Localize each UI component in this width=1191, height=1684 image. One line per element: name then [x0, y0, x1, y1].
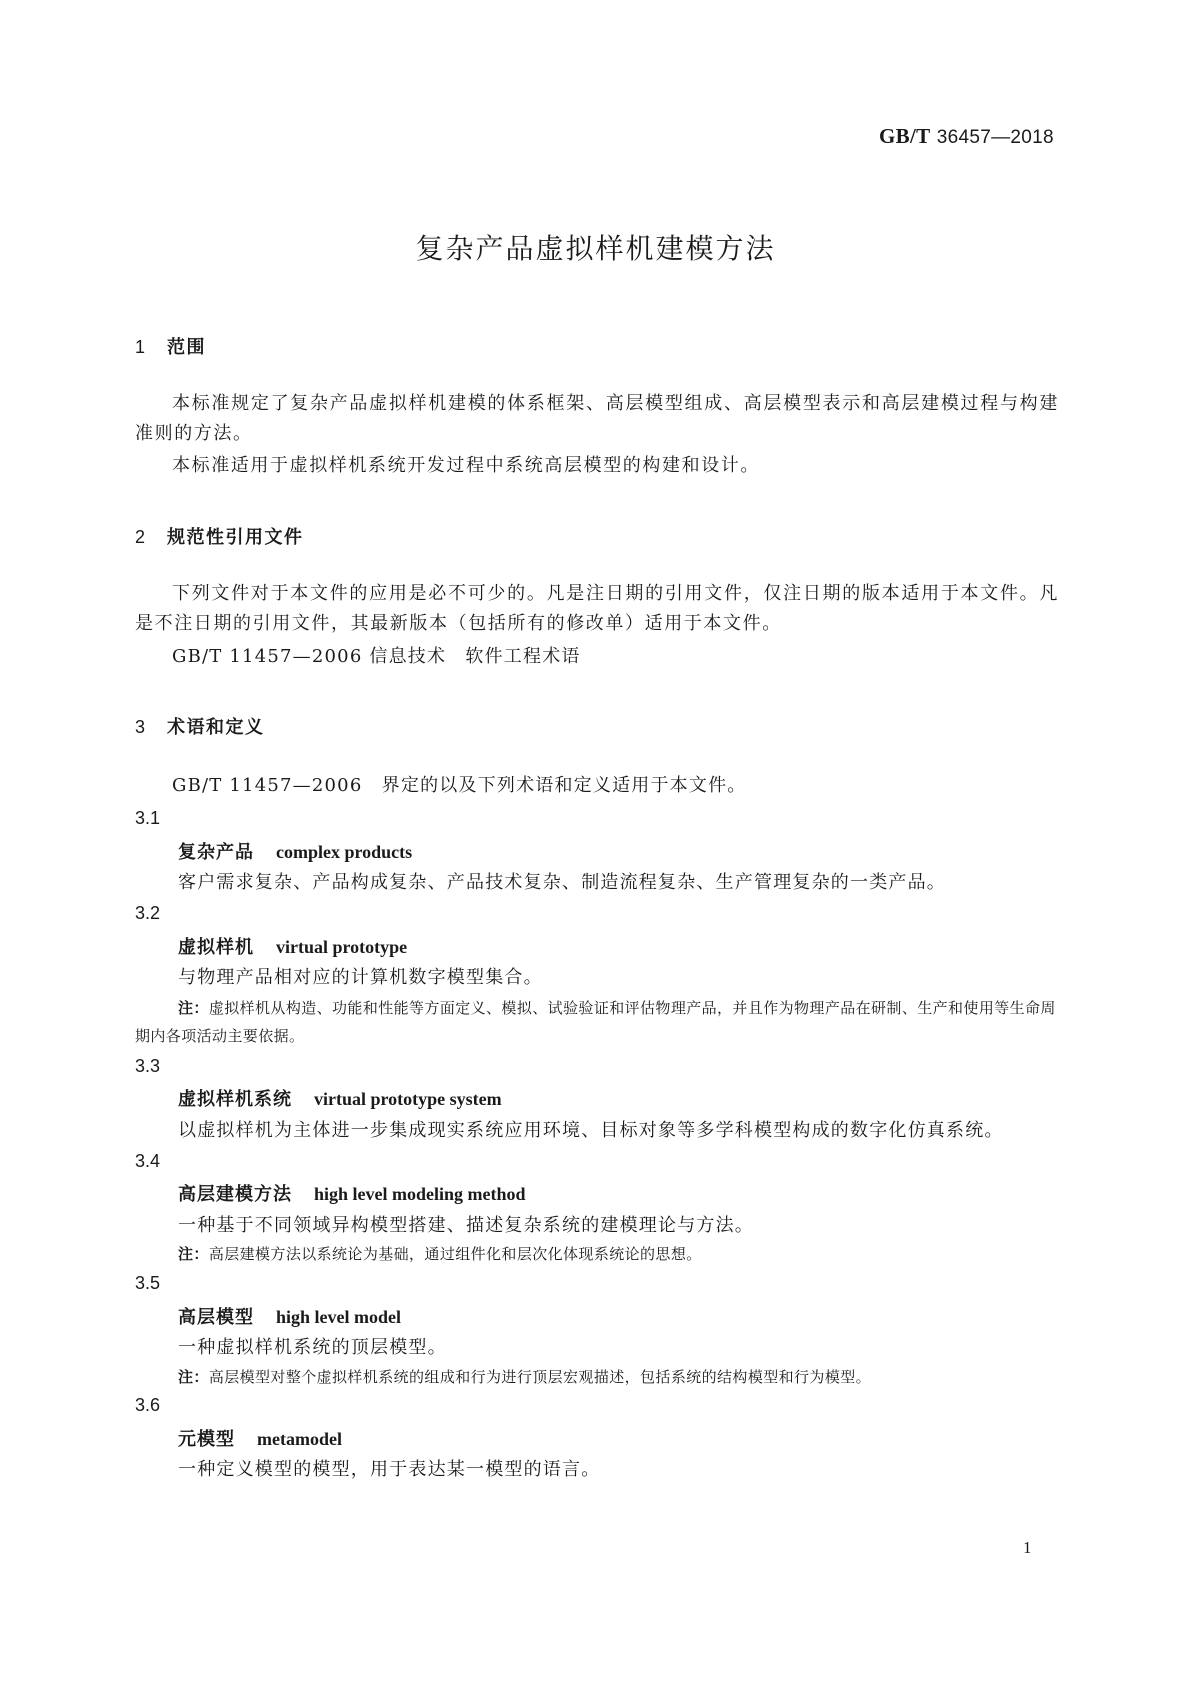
note-text: 高层建模方法以系统论为基础，通过组件化和层次化体现系统论的思想。 [208, 1245, 702, 1263]
term-en: complex products [276, 842, 413, 862]
term-en: high level modeling method [314, 1184, 526, 1204]
term-cn: 虚拟样机系统 [178, 1089, 292, 1110]
term-en: virtual prototype [276, 937, 408, 957]
term-note [135, 994, 1059, 1050]
note-label: 注： [178, 999, 209, 1017]
page-number: 1 [1023, 1538, 1032, 1557]
section-title: 范围 [167, 337, 206, 358]
term-cn: 复杂产品 [178, 842, 254, 863]
term-entry [178, 1085, 502, 1111]
section-heading-normative-references [135, 523, 304, 549]
section-title: 术语和定义 [167, 717, 265, 738]
term-cn: 虚拟样机 [178, 937, 254, 958]
term-en: high level model [276, 1307, 401, 1327]
term-entry [178, 933, 407, 959]
term-entry [178, 1425, 342, 1451]
scope-paragraph-2: 本标准适用于虚拟样机系统开发过程中系统高层模型的构建和设计。 [172, 455, 760, 476]
term-note [178, 1366, 871, 1387]
clause-number: 3.4 [135, 1151, 161, 1171]
clause-number: 3.2 [135, 903, 161, 923]
section-number: 1 [135, 337, 147, 357]
note-label: 注： [178, 1245, 209, 1263]
term-definition: 一种定义模型的模型，用于表达某一模型的语言。 [178, 1459, 601, 1480]
section-number: 3 [135, 717, 147, 737]
term-definition: 以虚拟样机为主体进一步集成现实系统应用环境、目标对象等多学科模型构成的数字化仿真系统。 [178, 1120, 1004, 1141]
term-definition: 与物理产品相对应的计算机数字模型集合。 [178, 967, 543, 988]
note-text: 虚拟样机从构造、功能和性能等方面定义、模拟、试验验证和评估物理产品，并且作为物理产品在研制、生产和使用等生命周期内各项活动主要依据。 [135, 999, 1056, 1045]
clause-number: 3.1 [135, 808, 161, 828]
section-heading-terms [135, 713, 265, 739]
clause-number: 3.3 [135, 1056, 161, 1076]
term-entry [178, 838, 412, 864]
term-note [178, 1243, 702, 1264]
section-title: 规范性引用文件 [167, 527, 304, 548]
standard-code [879, 124, 1054, 149]
references-paragraph: 下列文件对于本文件的应用是必不可少的。凡是注日期的引用文件，仅注日期的版本适用于本文件。凡是不注日期的引用文件，其最新版本（包括所有的修改单）适用于本文件。 [135, 583, 1059, 634]
reference-item: GB/T 11457—2006 信息技术 软件工程术语 [172, 646, 581, 667]
section-heading-scope [135, 333, 206, 359]
standard-number: 36457—2018 [936, 127, 1054, 148]
term-definition: 一种基于不同领域异构模型搭建、描述复杂系统的建模理论与方法。 [178, 1215, 754, 1236]
document-title: 复杂产品虚拟样机建模方法 [415, 232, 776, 265]
clause-number: 3.5 [135, 1273, 161, 1293]
term-cn: 高层模型 [178, 1307, 254, 1328]
clause-number: 3.6 [135, 1395, 161, 1415]
term-en: metamodel [257, 1429, 342, 1449]
term-cn: 元模型 [178, 1429, 235, 1450]
term-en: virtual prototype system [314, 1089, 502, 1109]
term-cn: 高层建模方法 [178, 1184, 292, 1205]
terms-intro: GB/T 11457—2006 界定的以及下列术语和定义适用于本文件。 [172, 775, 747, 796]
term-definition: 一种虚拟样机系统的顶层模型。 [178, 1337, 447, 1358]
term-entry [178, 1180, 526, 1206]
term-definition: 客户需求复杂、产品构成复杂、产品技术复杂、制造流程复杂、生产管理复杂的一类产品。 [178, 872, 946, 893]
scope-paragraph-1: 本标准规定了复杂产品虚拟样机建模的体系框架、高层模型组成、高层模型表示和高层建模过程与构建准则的方法。 [135, 393, 1059, 444]
note-label: 注： [178, 1368, 209, 1386]
note-text: 高层模型对整个虚拟样机系统的组成和行为进行顶层宏观描述，包括系统的结构模型和行为模型。 [208, 1368, 872, 1386]
section-number: 2 [135, 527, 147, 547]
term-entry [178, 1303, 401, 1329]
standard-prefix: GB/T [879, 124, 931, 148]
